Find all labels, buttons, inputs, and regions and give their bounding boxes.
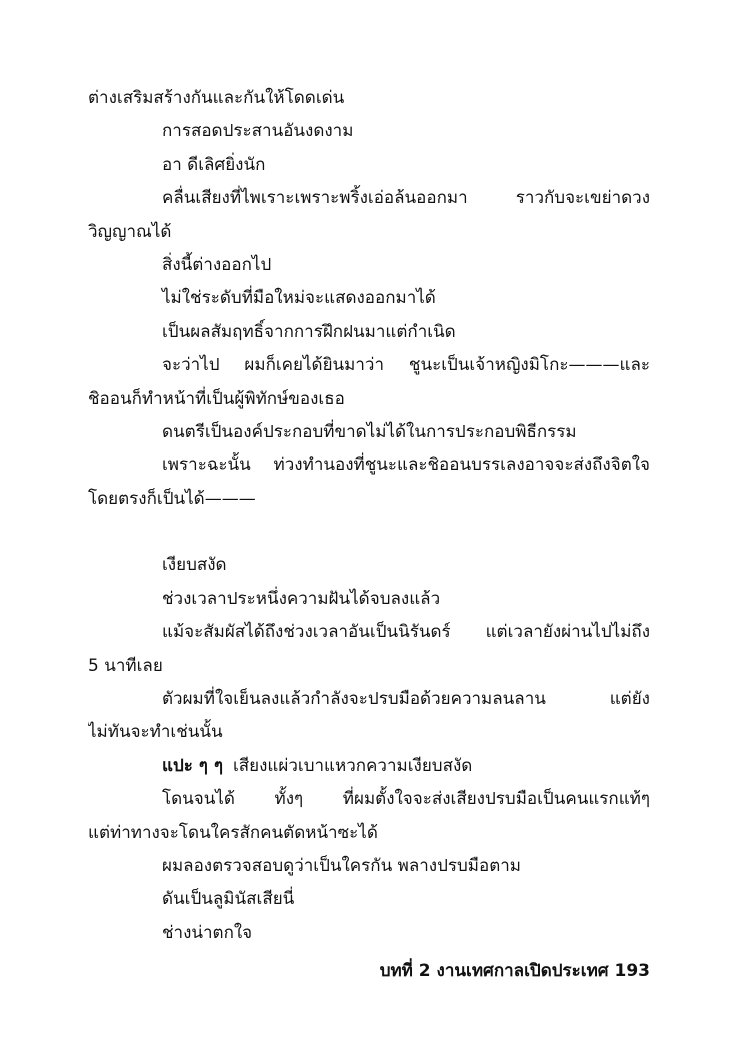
paragraph-text: เสียงแผ่วเบาแหวกความเงียบสงัด xyxy=(232,755,473,776)
paragraph-line: แต่ท่าทางจะโดนใครสักคนตัดหน้าซะได้ xyxy=(88,822,378,843)
paragraph-line: ชิออนก็ทำหน้าที่เป็นผู้พิทักษ์ของเธอ xyxy=(88,388,345,409)
paragraph-line: ดนตรีเป็นองค์ประกอบที่ขาดไม่ได้ในการประกอบพิธีกรรม xyxy=(162,421,577,442)
sound-effect: แปะ ๆ ๆ xyxy=(162,755,223,776)
paragraph-line: จะว่าไป ผมก็เคยได้ยินมาว่า ชูนะเป็นเจ้าหญิงมิโกะ———และ xyxy=(162,355,650,376)
paragraph-line: ช่วงเวลาประหนึ่งความฝันได้จบลงแล้ว xyxy=(162,588,441,609)
paragraph-line: การสอดประสานอันงดงาม xyxy=(162,121,354,142)
paragraph-line: ไม่ใช่ระดับที่มือใหม่จะแสดงออกมาได้ xyxy=(162,288,436,309)
blank-line xyxy=(88,516,650,549)
paragraph-line: สิ่งนี้ต่างออกไป xyxy=(162,254,272,275)
body-text xyxy=(88,82,650,950)
paragraph-line: ผมลองตรวจสอบดูว่าเป็นใครกัน พลางปรบมือตาม xyxy=(162,855,522,876)
paragraph-line: ดันเป็นลูมินัสเสียนี่ xyxy=(162,889,295,910)
paragraph-line: เพราะฉะนั้น ท่วงทำนองที่ชูนะและชิออนบรรเลงอาจจะส่งถึงจิตใจ xyxy=(162,455,650,476)
paragraph-line-with-sfx xyxy=(88,750,650,783)
paragraph-line: ไม่ทันจะทำเช่นนั้น xyxy=(88,722,223,743)
paragraph-line: โดนจนได้ ทั้งๆ ที่ผมตั้งใจจะส่งเสียงปรบมือเป็นคนแรกแท้ๆ xyxy=(162,789,650,810)
paragraph-line: อา ดีเลิศยิ่งนัก xyxy=(162,154,266,175)
paragraph-line: เป็นผลสัมฤทธิ์จากการฝึกฝนมาแต่กำเนิด xyxy=(162,321,456,342)
paragraph-line: ช่างน่าตกใจ xyxy=(162,922,253,943)
paragraph-line: 5 นาทีเลย xyxy=(88,655,163,676)
paragraph-line: คลื่นเสียงที่ไพเราะเพราะพริ้งเอ่อล้นออกมา ราวกับจะเขย่าดวง xyxy=(162,188,650,209)
paragraph-line: เงียบสงัด xyxy=(162,555,227,576)
paragraph-line: วิญญาณได้ xyxy=(88,221,172,242)
paragraph-line: แม้จะสัมผัสได้ถึงช่วงเวลาอันเป็นนิรันดร์ แต่เวลายังผ่านไปไม่ถึง xyxy=(162,622,650,643)
paragraph-line: โดยตรงก็เป็นได้——— xyxy=(88,488,256,509)
paragraph-line: ตัวผมที่ใจเย็นลงแล้วกำลังจะปรบมือด้วยความลนลาน แต่ยัง xyxy=(162,689,650,710)
paragraph-line: ต่างเสริมสร้างกันและกันให้โดดเด่น xyxy=(88,88,345,108)
page-footer: บทที่ 2 งานเทศกาลเปิดประเทศ 193 xyxy=(379,961,650,981)
